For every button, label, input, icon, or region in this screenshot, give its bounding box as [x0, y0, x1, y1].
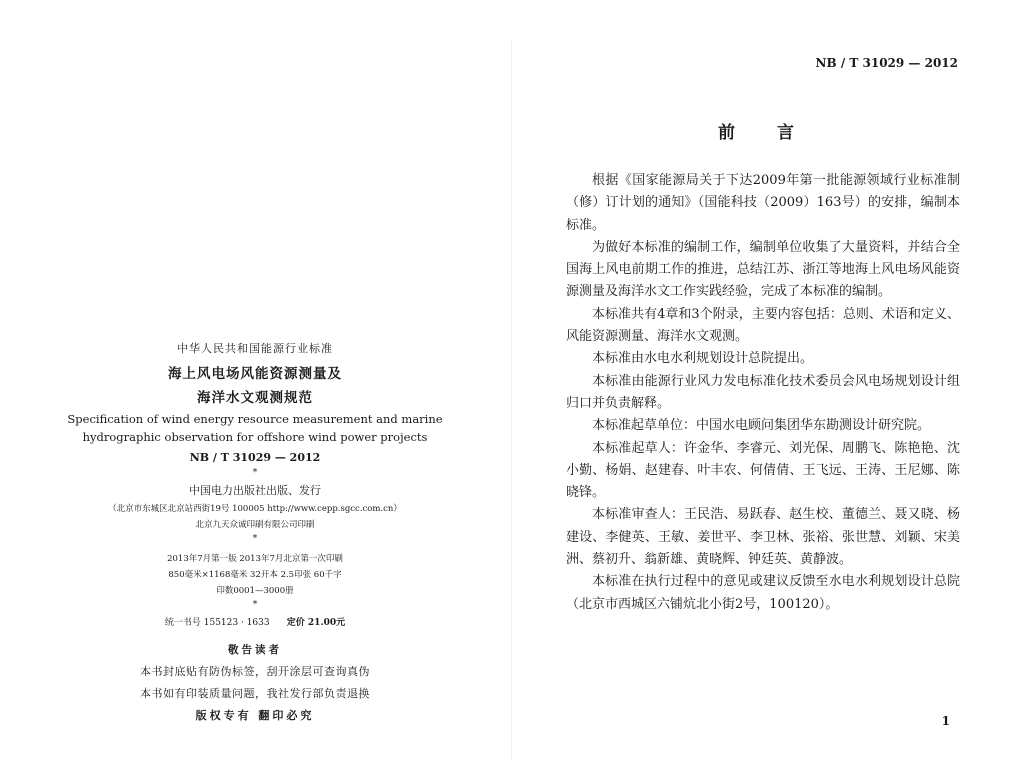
foreword-paragraph: 本标准起草人：许金华、李睿元、刘光保、周鹏飞、陈艳艳、沈小勤、杨娟、赵建春、叶丰农、何倩倩、王飞远、王涛、王尼娜、陈晓锋。 — [566, 440, 960, 501]
book-title-line-2: 海洋水文观测规范 — [197, 390, 313, 406]
separator-star-3: * — [252, 600, 258, 610]
publisher-org-line: 中华人民共和国能源行业标准 — [177, 342, 333, 355]
copyright-line: 版权专有 翻印必究 — [195, 709, 315, 722]
book-number: 统一书号 155123 · 1633 — [164, 618, 270, 628]
publisher-line: 中国电力出版社出版、发行 — [189, 484, 321, 497]
book-title-line-1: 海上风电场风能资源测量及 — [168, 366, 342, 382]
format-line: 850毫米×1168毫米 32开本 2.5印张 60千字 — [168, 570, 342, 580]
publisher-address: （北京市东城区北京站西街19号 100005 http://www.cepp.sgcc.com.cn） — [108, 504, 402, 514]
page-fold — [511, 40, 512, 760]
english-title-line-1: Specification of wind energy resource measurement and marine — [67, 412, 443, 426]
printer-line: 北京九天众诚印刷有限公司印刷 — [195, 520, 315, 530]
foreword-paragraph: 本标准由水电水利规划设计总院提出。 — [592, 351, 814, 367]
left-standard-code: NB / T 31029 — 2012 — [189, 451, 321, 464]
foreword-paragraph: 本标准共有4章和3个附录，主要内容包括：总则、术语和定义、风能资源测量、海洋水文观测。 — [566, 306, 960, 345]
foreword-paragraph: 本标准由能源行业风力发电标准化技术委员会风电场规划设计组归口并负责解释。 — [566, 373, 960, 411]
notice-title: 敬告读者 — [228, 644, 282, 656]
foreword-paragraph: 根据《国家能源局关于下达2009年第一批能源领域行业标准制（修）订计划的通知》（国能科技（2009）163号）的安排，编制本标准。 — [566, 173, 960, 233]
page-number: 1 — [941, 714, 950, 728]
english-title-line-2: hydrographic observation for offshore wind power projects — [82, 430, 428, 444]
foreword-body — [566, 170, 960, 616]
notice-line-2: 本书如有印装质量问题，我社发行部负责退换 — [140, 687, 370, 700]
notice-line-1: 本书封底贴有防伪标签，刮开涂层可查询真伪 — [140, 665, 370, 678]
print-run-line: 印数0001—3000册 — [216, 586, 294, 596]
foreword-paragraph: 本标准起草单位：中国水电顾问集团华东勘测设计研究院。 — [592, 418, 931, 434]
foreword-paragraph: 为做好本标准的编制工作，编制单位收集了大量资料，并结合全国海上风电前期工作的推进，总结江苏、浙江等地海上风电场风能资源测量及海洋水文工作实践经验，完成了本标准的编制。 — [566, 239, 960, 300]
book-number-price-line — [60, 615, 450, 628]
separator-star-2: * — [252, 534, 258, 544]
foreword-paragraph: 本标准在执行过程中的意见或建议反馈至水电水利规划设计总院（北京市西城区六铺炕北小街2号，100120）。 — [566, 574, 960, 612]
foreword-paragraph: 本标准审查人：王民浩、易跃春、赵生校、董德兰、聂又晓、杨建设、李健英、王敏、姜世平、李卫林、张裕、张世慧、刘颖、宋美洲、蔡初升、翁新雄、黄晓辉、钟廷英、黄静波。 — [566, 507, 960, 568]
foreword-title: 前言 — [718, 123, 836, 143]
header-standard-code: NB / T 31029 — 2012 — [815, 56, 958, 70]
separator-star-1: * — [252, 468, 258, 478]
left-page-colophon — [60, 340, 450, 723]
book-price: 定价 21.00元 — [286, 618, 346, 628]
edition-line: 2013年7月第一版 2013年7月北京第一次印刷 — [167, 554, 343, 564]
